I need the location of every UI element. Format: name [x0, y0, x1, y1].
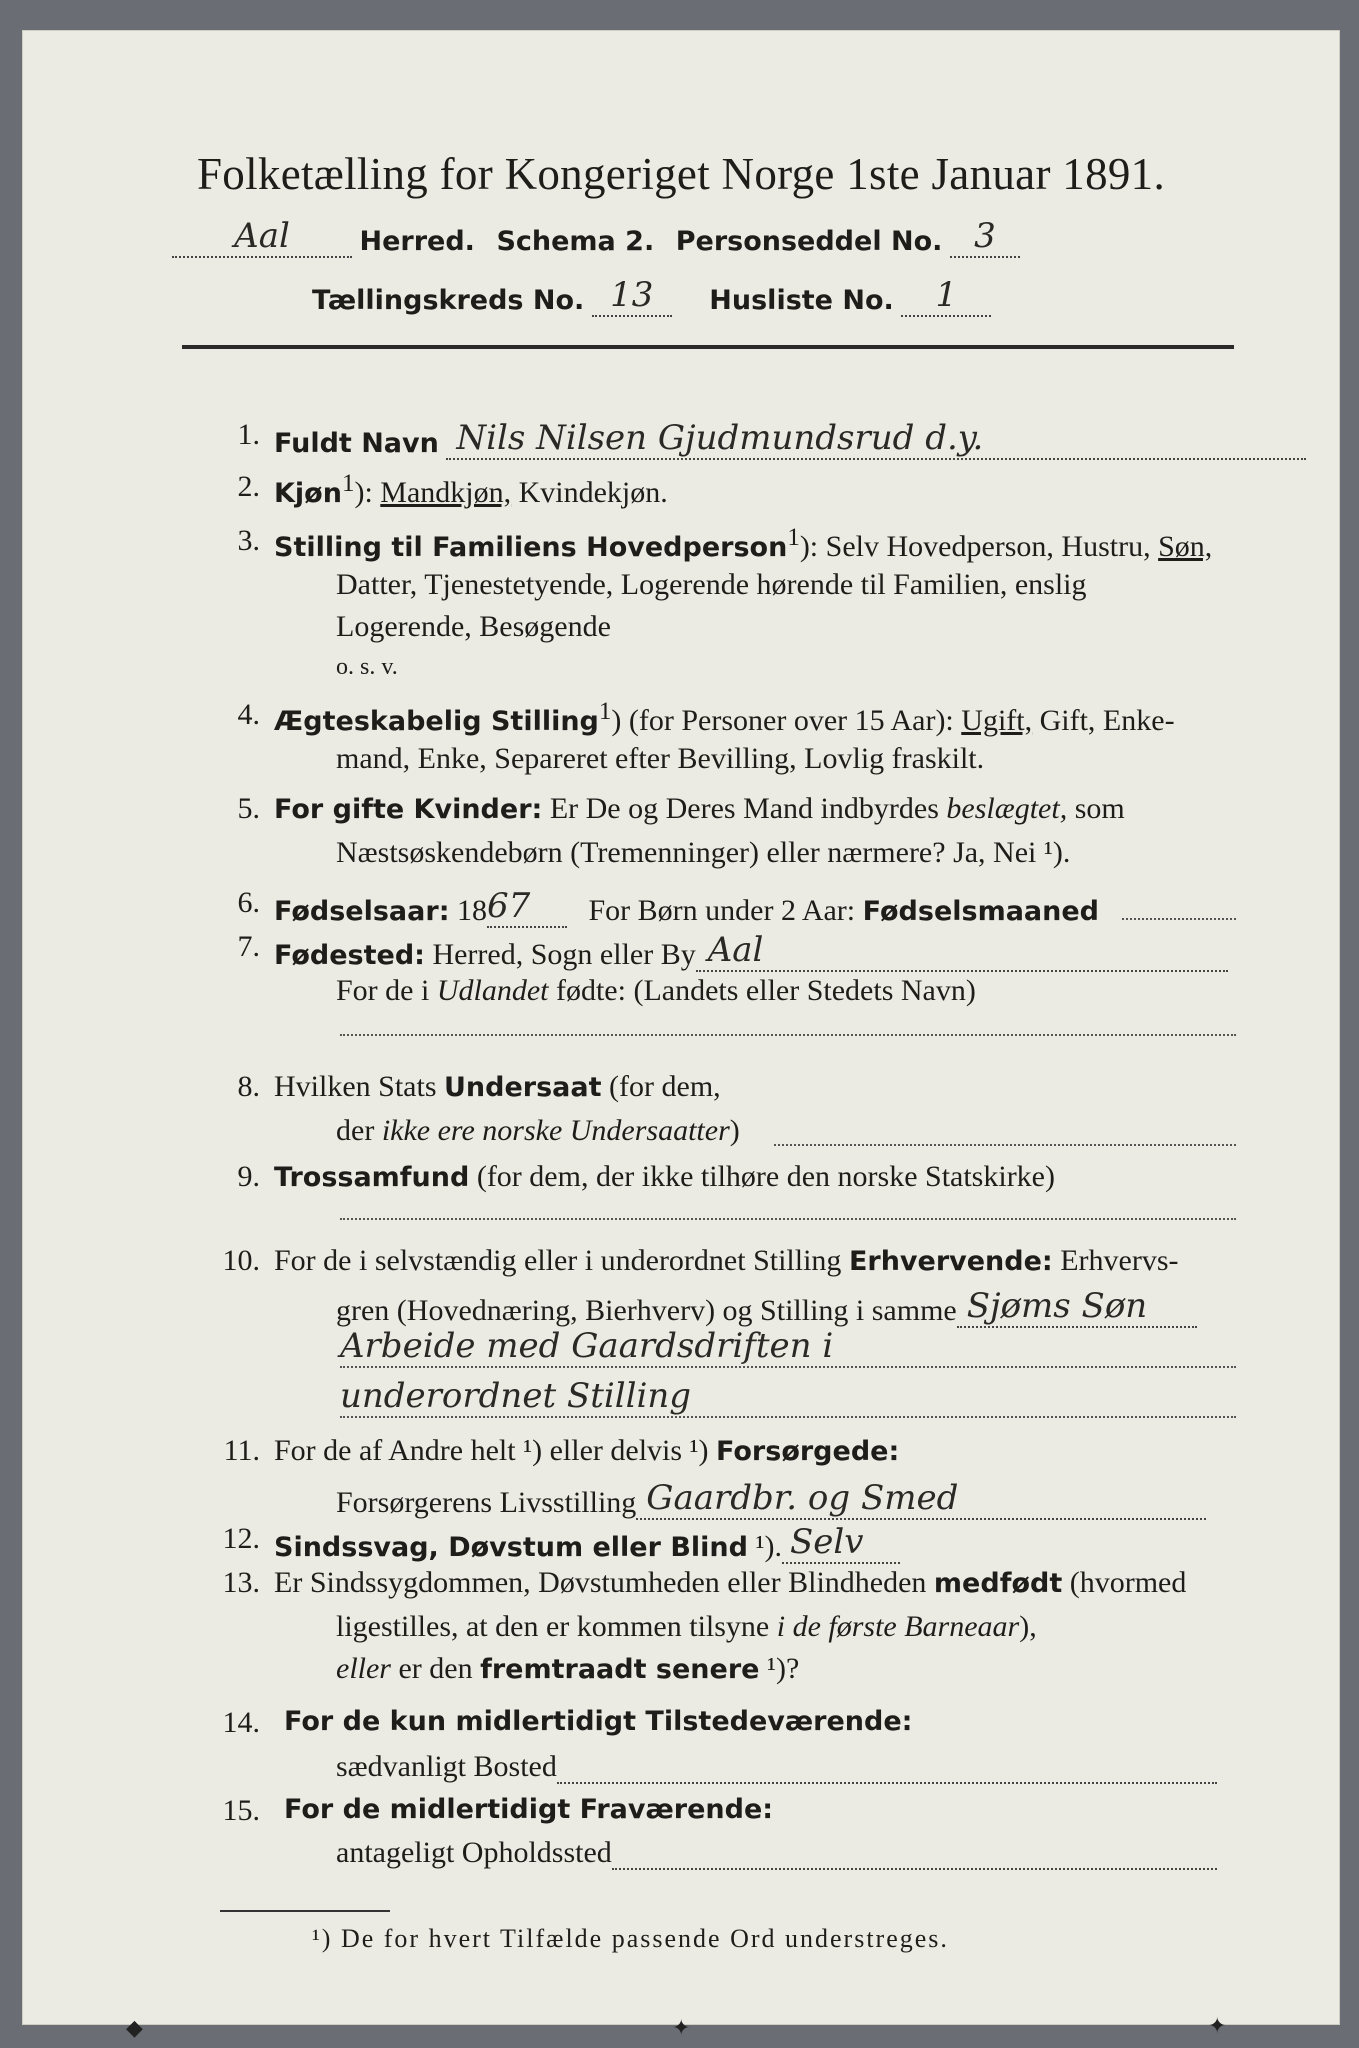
- item-family-position: Stilling til Familiens Hovedperson$^1$): Selv Hovedperson, Hustru, Søn,: [274, 524, 1213, 563]
- provider-label: Forsørgerens Livsstilling: [336, 1486, 637, 1519]
- item-number: 2.: [237, 470, 260, 503]
- birthplace-line2-a: For de i: [336, 974, 437, 1007]
- citizenship-line2-a: der: [336, 1114, 382, 1147]
- family-position-line2: Datter, Tjenestetyende, Logerende hørende til Familien, enslig: [336, 568, 1087, 601]
- husliste-label: Husliste No.: [709, 285, 894, 316]
- foreign-birthplace-field: [340, 1034, 1236, 1036]
- footnote-mark: 1: [341, 470, 355, 497]
- stay-place-field: [612, 1868, 1217, 1870]
- disability-sep: ¹).: [747, 1530, 782, 1563]
- form-title: Folketælling for Kongeriget Norge 1ste Januar 1891.: [196, 149, 1166, 199]
- header-rule: [182, 345, 1234, 349]
- occupation-text-b: Erhvervs-: [1052, 1244, 1179, 1277]
- occupation-label: Erhvervende:: [848, 1246, 1053, 1277]
- birthplace-line2: [336, 974, 976, 1008]
- kreds-label: Tællingskreds No.: [312, 285, 585, 316]
- gender-option: Kvindekjøn.: [511, 476, 668, 509]
- item-citizenship: [274, 1070, 721, 1104]
- kreds-line: [312, 275, 991, 317]
- item-religion: [274, 1160, 1055, 1194]
- birth-year-prefix: 18: [449, 894, 487, 927]
- marital-status-label: Ægteskabelig Stilling: [274, 706, 599, 737]
- herred-value: Aal: [172, 216, 352, 258]
- family-position-label: Stilling til Familiens Hovedperson: [274, 532, 788, 563]
- congenital-text-a: Er Sindssygdommen, Døvstumheden eller Blindheden: [274, 1566, 934, 1599]
- item-number: 7.: [237, 930, 260, 963]
- full-name-value: Nils Nilsen Gjudmundsrud d.y.: [446, 418, 1306, 460]
- citizenship-text-b: (for dem,: [601, 1070, 721, 1103]
- item-disability: [274, 1522, 900, 1564]
- kreds-value: 13: [592, 275, 672, 317]
- marital-text-a: ) (for Personer over 15 Aar):: [611, 704, 962, 737]
- usual-residence-field: [557, 1782, 1217, 1784]
- item-gender: [274, 470, 668, 510]
- dependents-text: For de af Andre helt ¹) eller delvis ¹): [274, 1434, 717, 1467]
- item-number: 1.: [237, 418, 260, 451]
- temporary-present-label: For de kun midlertidigt Tilstedeværende:: [284, 1706, 913, 1737]
- temporary-absent-line2: [336, 1836, 1217, 1870]
- item-number: 11.: [223, 1434, 260, 1467]
- birthplace-text: Herred, Sogn eller By: [424, 938, 696, 971]
- item-number: 15.: [222, 1794, 260, 1827]
- congenital-line2-b: ),: [1019, 1610, 1037, 1643]
- family-position-text: ): Selv Hovedperson, Hustru,: [799, 530, 1159, 563]
- item-dependents: [274, 1434, 899, 1468]
- herred-label: Herred.: [359, 226, 475, 257]
- stay-place-label: antageligt Opholdssted: [336, 1836, 612, 1869]
- item-number: 5.: [237, 792, 260, 825]
- usual-residence-label: sædvanligt Bosted: [336, 1750, 557, 1783]
- religion-text: (for dem, der ikke tilhøre den norske Statskirke): [469, 1160, 1055, 1193]
- item-number: 12.: [222, 1522, 260, 1555]
- corner-mark-right: ✦: [1208, 2014, 1227, 2039]
- temporary-absent-label: For de midlertidigt Fraværende:: [284, 1794, 774, 1825]
- birth-month-label: Fødselsmaaned: [862, 896, 1100, 927]
- religion-label: Trossamfund: [274, 1162, 470, 1193]
- birth-year-value: 67: [487, 886, 567, 928]
- congenital-line3: [336, 1652, 799, 1686]
- citizenship-line2-ital: ikke ere norske Undersaatter: [381, 1114, 730, 1147]
- congenital-line3-bold: fremtraadt senere: [480, 1654, 760, 1685]
- census-form-page: [22, 30, 1340, 2041]
- married-women-text-a: Er De og Deres Mand indbyrdes: [542, 792, 947, 825]
- marital-selected: Ugift,: [961, 704, 1033, 737]
- dependents-label: Forsørgede:: [716, 1436, 900, 1467]
- footnote-rule: [220, 1910, 390, 1912]
- provider-value: Gaardbr. og Smed: [636, 1478, 1206, 1520]
- citizenship-line2-b: ): [729, 1114, 740, 1147]
- religion-field: [340, 1218, 1236, 1220]
- married-women-text-b: som: [1067, 792, 1125, 825]
- item-married-women: [274, 792, 1125, 826]
- family-position-line4: o. s. v.: [336, 654, 398, 680]
- item-number: 9.: [237, 1160, 260, 1193]
- item-number: 4.: [237, 698, 260, 731]
- gender-sep: ):: [354, 476, 381, 509]
- birthplace-line2-ital: Udlandet: [436, 974, 549, 1007]
- item-birth-year: [274, 886, 1099, 928]
- congenital-line3-c: ¹)?: [759, 1652, 800, 1685]
- footnote: ¹) De for hvert Tilfælde passende Ord understreges.: [312, 1924, 949, 1953]
- citizenship-label: Undersaat: [444, 1072, 602, 1103]
- family-position-selected: Søn,: [1158, 530, 1213, 563]
- corner-mark-left: ◆: [126, 2016, 143, 2041]
- disability-value: Selv: [782, 1522, 900, 1564]
- item-congenital: [274, 1566, 1186, 1600]
- item-marital-status: Ægteskabelig Stilling$^1$) (for Personer over 15 Aar): Ugift, Gift, Enke-: [274, 698, 1175, 737]
- corner-mark-center: ✦: [672, 2016, 691, 2041]
- congenital-label: medfødt: [933, 1568, 1063, 1599]
- temporary-present-line2: [336, 1750, 1217, 1784]
- occupation-value-2: Arbeide med Gaardsdriften i: [340, 1326, 1236, 1368]
- gender-label: Kjøn: [274, 478, 342, 509]
- item-number: 10.: [222, 1244, 260, 1277]
- citizenship-field: [774, 1144, 1236, 1146]
- item-birthplace: [274, 930, 1228, 972]
- dependents-line2: [336, 1478, 1206, 1520]
- birthplace-value: Aal: [696, 930, 1228, 972]
- birth-month-text: For Børn under 2 Aar:: [588, 894, 863, 927]
- birthplace-label: Fødested:: [274, 940, 425, 971]
- birth-month-field: [1122, 918, 1236, 920]
- citizenship-line2: [336, 1114, 740, 1148]
- congenital-line2: [336, 1610, 1037, 1644]
- married-women-ital: beslægtet,: [946, 792, 1068, 825]
- occupation-value-1: Sjøms Søn: [957, 1286, 1197, 1328]
- herred-line: [172, 216, 1020, 258]
- schema-label: Schema 2.: [496, 226, 655, 257]
- birthplace-line2-b: fødte: (Landets eller Stedets Navn): [548, 974, 976, 1007]
- occupation-text-a: For de i selvstændig eller i underordnet Stilling: [274, 1244, 849, 1277]
- item-number: 6.: [237, 886, 260, 919]
- disability-label: Sindssvag, Døvstum eller Blind: [274, 1532, 748, 1563]
- item-number: 14.: [222, 1706, 260, 1739]
- occupation-line2: [336, 1286, 1197, 1328]
- item-number: 3.: [237, 524, 260, 557]
- personseddel-label: Personseddel No.: [675, 226, 943, 257]
- married-women-label: For gifte Kvinder:: [274, 794, 543, 825]
- family-position-line3: Logerende, Besøgende: [336, 610, 611, 643]
- item-occupation: [274, 1244, 1179, 1278]
- full-name-label: Fuldt Navn: [274, 428, 439, 459]
- congenital-line3-ital: eller: [336, 1652, 391, 1685]
- gender-selected: Mandkjøn,: [380, 476, 512, 509]
- husliste-value: 1: [901, 275, 991, 317]
- birth-year-label: Fødselsaar:: [274, 896, 450, 927]
- item-number: 13.: [222, 1566, 260, 1599]
- item-number: 8.: [237, 1070, 260, 1103]
- congenital-line2-a: ligestilles, at den er kommen tilsyne: [336, 1610, 777, 1643]
- congenital-line2-ital: i de første Barneaar: [776, 1610, 1020, 1643]
- marital-line2: mand, Enke, Separeret efter Bevilling, Lovlig fraskilt.: [336, 742, 985, 775]
- married-women-line2: Næstsøskendebørn (Tremenninger) eller nærmere? Ja, Nei ¹).: [336, 836, 1071, 869]
- personseddel-value: 3: [950, 216, 1020, 258]
- citizenship-text-a: Hvilken Stats: [274, 1070, 444, 1103]
- item-full-name: [274, 418, 1306, 460]
- occupation-line2-text: gren (Hovednæring, Bierhverv) og Stilling i samme: [336, 1294, 957, 1327]
- congenital-line3-a: er den: [390, 1652, 481, 1685]
- congenital-text-b: (hvormed: [1062, 1566, 1187, 1599]
- occupation-value-3: underordnet Stilling: [340, 1376, 1236, 1418]
- marital-text-b: Gift, Enke-: [1032, 704, 1175, 737]
